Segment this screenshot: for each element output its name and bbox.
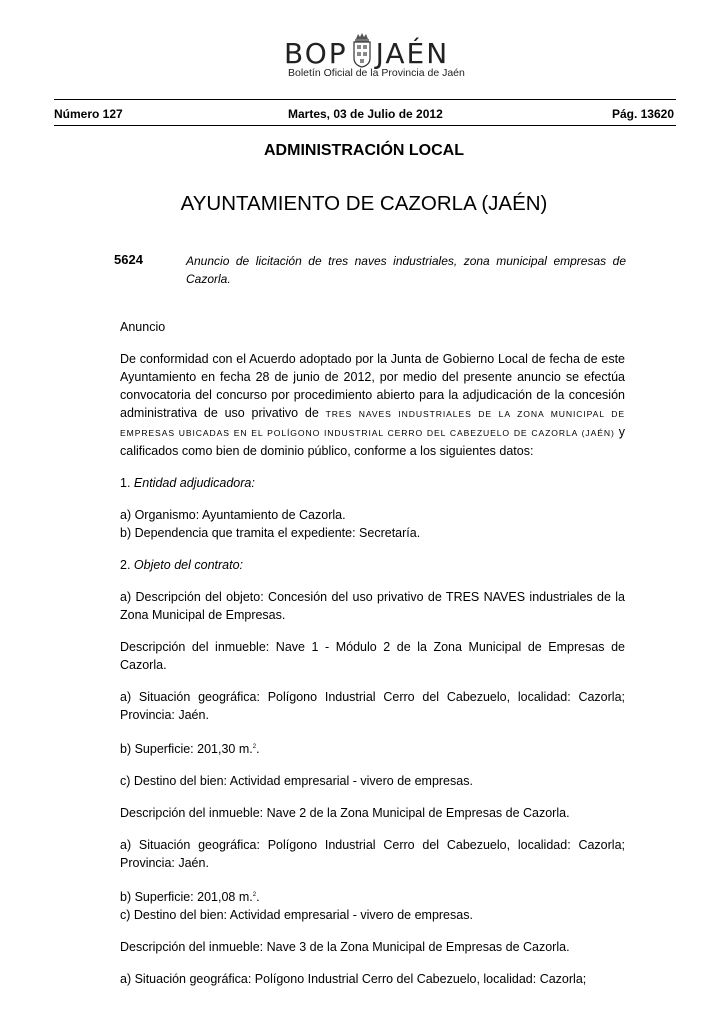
nave-2-area-exponent: 2 bbox=[252, 892, 257, 899]
logo-left-text: BOP bbox=[284, 37, 348, 70]
municipality-title: AYUNTAMIENTO DE CAZORLA (JAÉN) bbox=[180, 192, 548, 215]
header-rule-top bbox=[54, 99, 676, 100]
nave-2-location: a) Situación geográfica: Polígono Industrial Cerro del Cabezuelo, localidad: Cazorla; Provincia: Jaén. bbox=[120, 838, 625, 871]
body-heading: Anuncio bbox=[120, 320, 166, 334]
nave-2-description: Descripción del inmueble: Nave 2 de la Zona Municipal de Empresas de Cazorla. bbox=[120, 806, 570, 821]
section-1-number: 1. bbox=[120, 476, 134, 490]
section-2-heading bbox=[120, 556, 625, 574]
announcement-summary: Anuncio de licitación de tres naves industriales, zona municipal empresas de Cazorla. bbox=[186, 254, 626, 286]
section-1-item-b: b) Dependencia que tramita el expediente: Secretaría. bbox=[120, 526, 421, 540]
nave-1-area-exponent: 2 bbox=[252, 744, 257, 750]
nave-2-use: c) Destino del bien: Actividad empresarial - vivero de empresas. bbox=[120, 908, 473, 923]
nave-1-area-text: b) Superficie: 201,30 m. bbox=[120, 742, 253, 757]
section-title: ADMINISTRACIÓN LOCAL bbox=[264, 142, 464, 159]
section-1-title: Entidad adjudicadora: bbox=[133, 476, 255, 490]
nave-3-description: Descripción del inmueble: Nave 3 de la Zona Municipal de Empresas de Cazorla. bbox=[120, 940, 570, 955]
logo-right-text: JAÉN bbox=[375, 37, 450, 70]
announcement-body bbox=[120, 318, 625, 988]
bop-logo bbox=[284, 28, 484, 84]
intro-text-caps: TRES NAVES INDUSTRIALES DE LA ZONA MUNICIPAL DE EMPRESAS UBICADAS EN EL POLÍGONO INDUSTRIAL CERRO DEL CABEZUELO DE CAZORLA (JAÉN) bbox=[120, 409, 626, 438]
logo-subtitle: Boletín Oficial de la Provincia de Jaén bbox=[288, 67, 465, 79]
intro-paragraph bbox=[120, 350, 625, 460]
intro-text-a: De conformidad con el Acuerdo adoptado por la Junta de Gobierno Local de fecha de este Ayuntamiento en fecha 28 de junio de 2012, por medio del presente anuncio se efectúa convocatoria del concurso por procedimiento abierto para la adjudicación de la concesión administrativa de uso privativo de bbox=[120, 352, 625, 420]
page-number: Pág. 13620 bbox=[611, 107, 674, 121]
nave-3-location: a) Situación geográfica: Polígono Industrial Cerro del Cabezuelo, localidad: Cazorla; bbox=[120, 972, 587, 987]
coat-of-arms-icon bbox=[351, 32, 373, 68]
nave-1-area: b) Superficie: 201,30 m.$^2$. bbox=[120, 742, 260, 757]
section-1-heading bbox=[120, 474, 625, 492]
header-rule-bottom bbox=[54, 125, 676, 126]
section-1-item-a: a) Organismo: Ayuntamiento de Cazorla. bbox=[120, 508, 346, 522]
nave-2-area: b) Superficie: 201,08 m.$^2$. bbox=[120, 890, 260, 905]
issue-number: Número 127 bbox=[54, 107, 123, 121]
issue-date: Martes, 03 de Julio de 2012 bbox=[288, 107, 443, 121]
nave-2-area-text: b) Superficie: 201,08 m. bbox=[120, 890, 253, 905]
intro-text-b: y calificados como bien de dominio público, conforme a los siguientes datos: bbox=[120, 425, 625, 458]
nave-1-use: c) Destino del bien: Actividad empresarial - vivero de empresas. bbox=[120, 774, 473, 789]
section-2-item-a: a) Descripción del objeto: Concesión del uso privativo de TRES NAVES industriales de la Zona Municipal de Empresas. bbox=[120, 590, 625, 622]
announcement-number: 5624 bbox=[114, 252, 143, 267]
nave-1-location: a) Situación geográfica: Polígono Industrial Cerro del Cabezuelo, localidad: Cazorla; Provincia: Jaén. bbox=[120, 690, 625, 722]
section-2-number: 2. bbox=[120, 558, 134, 572]
section-2-title: Objeto del contrato: bbox=[133, 558, 244, 572]
nave-1-description: Descripción del inmueble: Nave 1 - Módulo 2 de la Zona Municipal de Empresas de Cazorla. bbox=[120, 640, 625, 672]
